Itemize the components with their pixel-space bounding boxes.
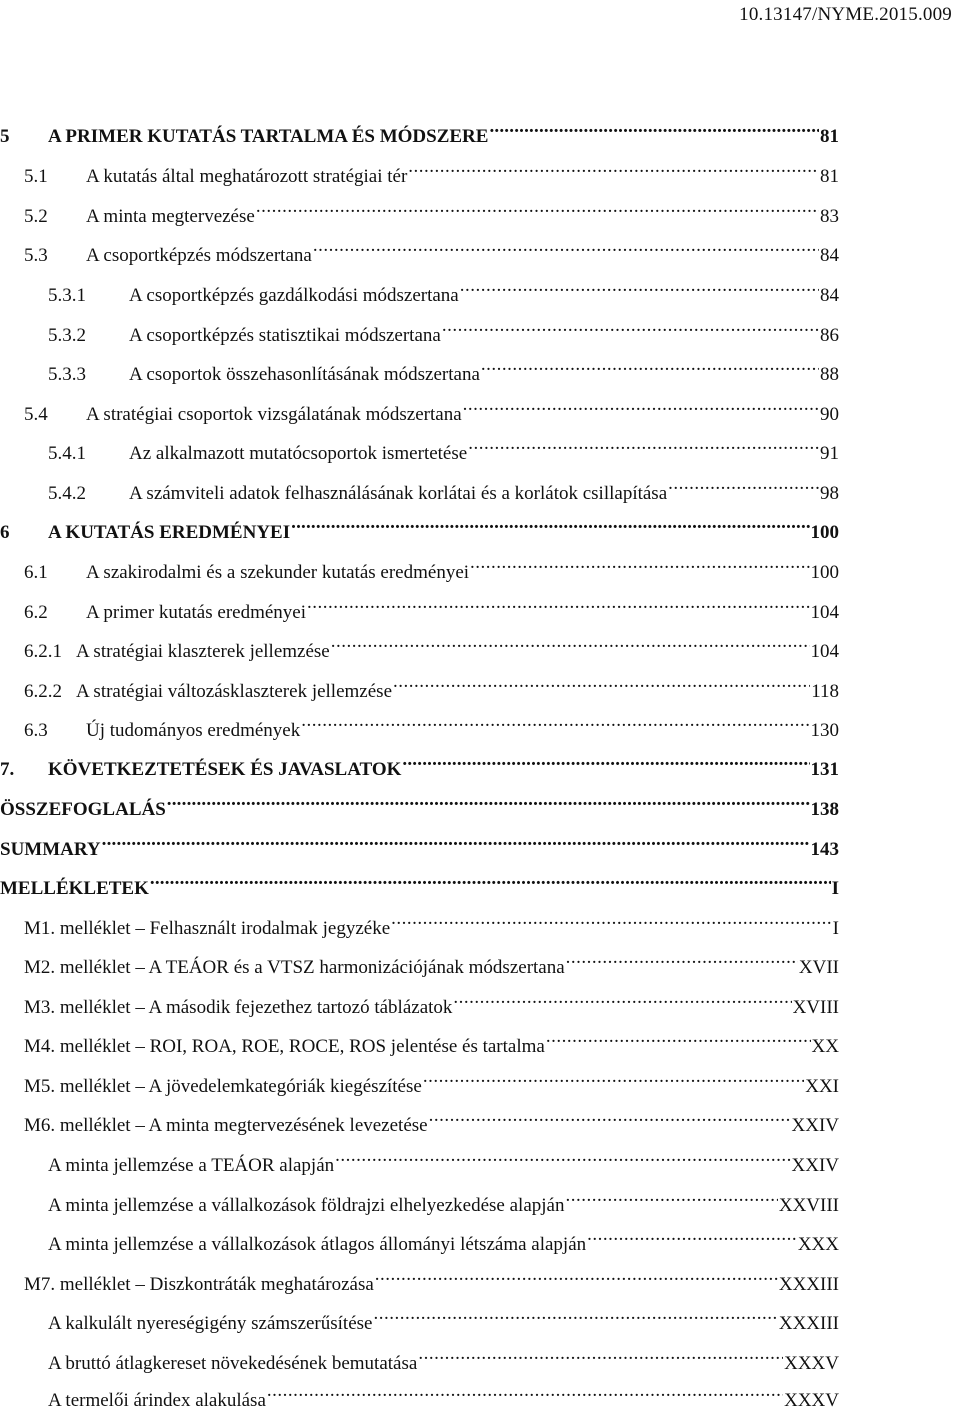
toc-entry-title: MELLÉKLETEK [0,878,149,899]
dot-leader [393,667,810,697]
dot-leader [402,745,809,775]
dot-leader [468,429,819,459]
toc-entry-subsection[interactable] [48,350,839,385]
toc-entry-title: A minta jellemzése a TEÁOR alapján [48,1155,335,1176]
dot-leader [301,706,809,736]
toc-entry-title: A számviteli adatok felhasználásának korlátai és a korlátok csillapítása [129,483,668,504]
toc-entry-number: 6.2 [24,602,48,623]
toc-entry-title: A minta megtervezése [86,206,255,227]
toc-entry-title: A kalkulált nyereségigény számszerűsítése [48,1313,373,1334]
dot-leader [256,192,819,222]
toc-entry-page: 98 [820,483,839,504]
toc-entry-number: 6.3 [24,720,48,741]
toc-entry-page: 86 [820,325,839,346]
toc-entry-number: 5.4 [24,404,48,425]
toc-entry-number: 6 [0,522,10,543]
toc-entry-title: A szakirodalmi és a szekunder kutatás eredményei [86,562,470,583]
dot-leader [391,904,832,934]
toc-entry-page: 84 [820,285,839,306]
toc-entry-page: 90 [820,404,839,425]
toc-entry-appendix[interactable] [24,1260,839,1295]
toc-entry-page: XXIV [791,1115,839,1136]
dot-leader [150,864,831,894]
dot-leader [668,469,819,499]
dot-leader [453,983,791,1013]
dot-leader [460,271,819,301]
toc-entry-number: 6.2.1 [24,641,62,662]
toc-entry-title: ÖSSZEFOGLALÁS [0,799,166,820]
dot-leader [489,112,819,142]
dot-leader [463,390,819,420]
toc-entry-number: 5.3 [24,245,48,266]
dot-leader [102,825,810,855]
dot-leader [167,785,810,815]
toc-entry-chapter[interactable] [0,745,839,780]
toc-entry-page: XVII [798,957,839,978]
toc-entry-appendix[interactable] [24,943,839,978]
dot-leader [267,1376,783,1406]
dot-leader [481,350,819,380]
dot-leader [423,1062,804,1092]
dot-leader [331,627,810,657]
toc-entry-appendix[interactable] [24,904,839,939]
toc-entry-page: XX [811,1036,839,1057]
toc-entry-page: XXX [797,1234,839,1255]
toc-entry-title: M5. melléklet – A jövedelemkategóriák kiegészítése [24,1076,422,1097]
toc-entry-title: Az alkalmazott mutatócsoportok ismertetése [129,443,468,464]
toc-entry-chapter[interactable] [0,825,839,860]
toc-entry-title: M4. melléklet – ROI, ROA, ROE, ROCE, ROS jelentése és tartalma [24,1036,545,1057]
dot-leader [335,1141,790,1171]
toc-entry-section[interactable] [24,706,839,741]
toc-entry-page: 143 [810,839,839,860]
toc-entry-page: 83 [820,206,839,227]
toc-entry-page: XXXV [784,1390,839,1411]
toc-entry-number: 6.1 [24,562,48,583]
toc-entry-title: A stratégiai klaszterek jellemzése [76,641,330,662]
toc-entry-appendix-sub[interactable] [48,1339,839,1374]
toc-entry-page: XXVIII [778,1195,839,1216]
toc-entry-page: 131 [810,759,839,780]
dot-leader [566,943,798,973]
toc-entry-page: XVIII [792,997,839,1018]
toc-entry-page: XXXV [784,1353,839,1374]
toc-entry-appendix-sub[interactable] [48,1181,839,1216]
toc-entry-title: A stratégiai változásklaszterek jellemzése [76,681,392,702]
toc-entry-page: 91 [820,443,839,464]
dot-leader [373,1299,777,1329]
toc-entry-page: XXIV [791,1155,839,1176]
toc-entry-title: SUMMARY [0,839,101,860]
dot-leader [375,1260,778,1290]
toc-entry-appendix-sub[interactable] [48,1220,839,1255]
toc-entry-appendix[interactable] [24,1062,839,1097]
toc-entry-title: A minta jellemzése a vállalkozások átlagos állományi létszáma alapján [48,1234,587,1255]
toc-entry-title: Új tudományos eredmények [86,720,301,741]
dot-leader [418,1339,783,1369]
toc-entry-section[interactable] [24,588,839,623]
toc-entry-title: M7. melléklet – Diszkontráták meghatározása [24,1274,374,1295]
toc-entry-appendix[interactable] [24,1022,839,1057]
toc-entry-page: I [831,878,839,899]
toc-entry-title: A csoportképzés statisztikai módszertana [129,325,441,346]
dot-leader [307,588,809,618]
toc-entry-section[interactable] [24,152,839,187]
toc-entry-page: 118 [811,681,839,702]
toc-entry-page: 81 [820,166,839,187]
dot-leader [408,152,819,182]
toc-entry-page: I [832,918,839,939]
toc-entry-title: KÖVETKEZTETÉSEK ÉS JAVASLATOK [48,759,402,780]
toc-entry-subsection[interactable] [48,271,839,306]
toc-entry-subsection[interactable] [24,627,839,662]
toc-entry-appendix-sub[interactable] [48,1376,839,1411]
toc-entry-subsection[interactable] [24,667,839,702]
toc-entry-chapter[interactable] [0,864,839,899]
toc-entry-appendix-sub[interactable] [48,1141,839,1176]
toc-entry-page: 100 [810,562,839,583]
toc-entry-title: A stratégiai csoportok vizsgálatának módszertana [86,404,462,425]
toc-entry-title: M1. melléklet – Felhasznált irodalmak jegyzéke [24,918,391,939]
toc-entry-subsection[interactable] [48,429,839,464]
toc-entry-title: M6. melléklet – A minta megtervezésének levezetése [24,1115,428,1136]
toc-entry-page: 130 [810,720,839,741]
toc-entry-page: XXXIII [778,1274,839,1295]
toc-entry-section[interactable] [24,548,839,583]
toc-entry-page: 100 [810,522,839,543]
dot-leader [565,1181,777,1211]
toc-entry-page: 81 [820,126,839,147]
toc-entry-number: 7. [0,759,15,780]
toc-entry-appendix-sub[interactable] [48,1299,839,1334]
toc-entry-title: A bruttó átlagkereset növekedésének bemutatása [48,1353,418,1374]
toc-entry-page: 104 [810,641,839,662]
toc-entry-title: A primer kutatás eredményei [86,602,307,623]
toc-entry-section[interactable] [24,192,839,227]
toc-entry-number: 5.4.1 [48,443,86,464]
toc-entry-number: 6.2.2 [24,681,62,702]
dot-leader [429,1101,791,1131]
toc-entry-title: M2. melléklet – A TEÁOR és a VTSZ harmonizációjának módszertana [24,957,565,978]
toc-entry-subsection[interactable] [48,311,839,346]
toc-entry-title: A termelői árindex alakulása [48,1390,266,1411]
toc-entry-title: A PRIMER KUTATÁS TARTALMA ÉS MÓDSZERE [48,126,489,147]
toc-entry-title: A KUTATÁS EREDMÉNYEI [48,522,291,543]
toc-entry-title: A csoportképzés módszertana [86,245,312,266]
toc-entry-title: M3. melléklet – A második fejezethez tartozó táblázatok [24,997,453,1018]
toc-entry-title: A csoportok összehasonlításának módszertana [129,364,480,385]
toc-entry-number: 5 [0,126,10,147]
toc-entry-page: XXXIII [778,1313,839,1334]
toc-entry-title: A kutatás által meghatározott stratégiai tér [86,166,408,187]
toc-entry-number: 5.3.2 [48,325,86,346]
toc-entry-section[interactable] [24,231,839,266]
toc-entry-appendix[interactable] [24,1101,839,1136]
dot-leader [313,231,819,261]
dot-leader [291,508,809,538]
toc-entry-page: 138 [810,799,839,820]
toc-entry-number: 5.3.1 [48,285,86,306]
toc-entry-title: A minta jellemzése a vállalkozások földrajzi elhelyezkedése alapján [48,1195,565,1216]
dot-leader [546,1022,811,1052]
dot-leader [587,1220,797,1250]
toc-entry-page: XXI [805,1076,839,1097]
toc-entry-number: 5.2 [24,206,48,227]
toc-entry-chapter[interactable] [0,785,839,820]
doi-identifier: 10.13147/NYME.2015.009 [739,4,952,25]
toc-entry-chapter[interactable] [0,508,839,543]
toc-entry-number: 5.4.2 [48,483,86,504]
toc-entry-title: A csoportképzés gazdálkodási módszertana [129,285,459,306]
toc-entry-section[interactable] [24,390,839,425]
dot-leader [442,311,819,341]
toc-entry-page: 84 [820,245,839,266]
toc-entry-number: 5.1 [24,166,48,187]
toc-entry-page: 88 [820,364,839,385]
toc-entry-appendix[interactable] [24,983,839,1018]
dot-leader [470,548,809,578]
toc-entry-number: 5.3.3 [48,364,86,385]
toc-entry-subsection[interactable] [48,469,839,504]
toc-entry-page: 104 [810,602,839,623]
toc-entry-chapter[interactable] [0,112,839,147]
